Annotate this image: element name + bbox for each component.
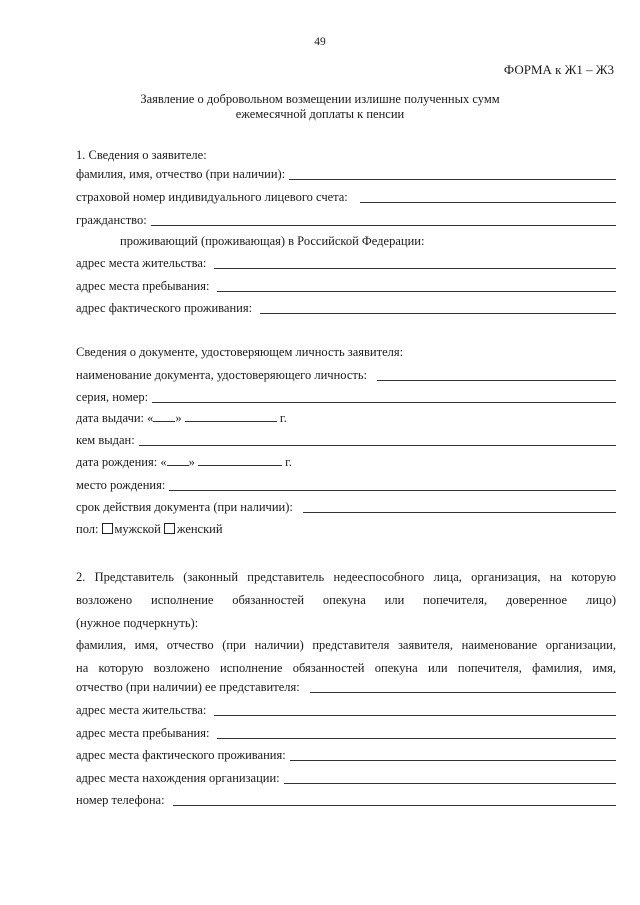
section2-p2-line2: на которую возложено исполнение обязанностей опекуна или попечителя, фамилия, имя,: [76, 661, 616, 675]
organization-address-field[interactable]: [76, 771, 616, 786]
section2-paragraph-1: [76, 566, 616, 635]
representative-address-stay-blank[interactable]: [217, 726, 616, 739]
document-title: [0, 92, 640, 122]
applicant-citizenship-label: гражданство:: [76, 213, 147, 227]
form-reference: ФОРМА к Ж1 – Ж3: [503, 62, 614, 77]
applicant-citizenship-blank[interactable]: [151, 213, 616, 226]
document-heading: Сведения о документе, удостоверяющем личность заявителя:: [76, 345, 404, 359]
sex-male-label: мужской: [114, 522, 161, 536]
phone-field[interactable]: [76, 793, 616, 808]
representative-address-stay-label: адрес места пребывания:: [76, 726, 210, 740]
sex-female-checkbox[interactable]: [164, 523, 175, 534]
applicant-address-live-label: адрес места жительства:: [76, 256, 207, 270]
representative-address-live-label: адрес места жительства:: [76, 703, 207, 717]
sex-male-checkbox[interactable]: [102, 523, 113, 534]
document-validity-field[interactable]: [76, 500, 616, 515]
title-line-2: ежемесячной доплаты к пенсии: [235, 107, 405, 121]
document-name-field[interactable]: [76, 368, 616, 383]
applicant-address-live-field[interactable]: [76, 256, 616, 271]
issue-date-mid: »: [175, 411, 182, 425]
title-line-1: Заявление о добровольном возмещении излишне полученных сумм: [140, 92, 500, 106]
section2-paragraph-2: [76, 634, 616, 680]
document-series-label: серия, номер:: [76, 390, 149, 404]
applicant-fio-field[interactable]: [76, 167, 616, 182]
document-issue-date-field[interactable]: [76, 411, 287, 426]
applicant-address-stay-field[interactable]: [76, 279, 616, 294]
section2-p1-line2: возложено исполнение обязанностей опекуна или попечителя, доверенное лицо): [76, 593, 616, 607]
birth-place-field[interactable]: [76, 478, 616, 493]
document-issued-by-field[interactable]: [76, 433, 616, 448]
applicant-address-actual-blank[interactable]: [260, 301, 616, 314]
representative-address-actual-blank[interactable]: [290, 748, 616, 761]
page-number: 49: [314, 36, 326, 48]
birth-day-blank[interactable]: [167, 455, 189, 466]
applicant-snils-label: страховой номер индивидуального лицевого счета:: [76, 190, 348, 204]
sex-label: пол:: [76, 522, 99, 536]
representative-address-live-field[interactable]: [76, 703, 616, 718]
document-issued-by-label: кем выдан:: [76, 433, 135, 447]
organization-address-blank[interactable]: [284, 771, 616, 784]
birth-place-blank[interactable]: [169, 478, 616, 491]
applicant-address-stay-label: адрес места пребывания:: [76, 279, 210, 293]
organization-address-label: адрес места нахождения организации:: [76, 771, 280, 785]
document-issued-by-blank[interactable]: [139, 433, 616, 446]
issue-month-year-blank[interactable]: [185, 411, 277, 422]
representative-address-stay-field[interactable]: [76, 726, 616, 741]
document-name-label: наименование документа, удостоверяющего личность:: [76, 368, 368, 382]
representative-address-actual-label: адрес места фактического проживания:: [76, 748, 286, 762]
applicant-citizenship-field[interactable]: [76, 213, 616, 228]
applicant-address-stay-blank[interactable]: [217, 279, 616, 292]
representative-name-blank[interactable]: [310, 680, 616, 693]
birth-date-prefix: дата рождения: «: [76, 455, 167, 469]
sex-field: [76, 522, 223, 537]
document-validity-blank[interactable]: [303, 500, 616, 513]
document-series-field[interactable]: [76, 390, 616, 405]
document-validity-label: срок действия документа (при наличии):: [76, 500, 293, 514]
issue-date-suffix: г.: [279, 411, 287, 425]
document-series-blank[interactable]: [152, 390, 616, 403]
section1-heading: 1. Сведения о заявителе:: [76, 148, 207, 162]
birth-date-suffix: г.: [285, 455, 292, 469]
applicant-address-live-blank[interactable]: [214, 256, 616, 269]
applicant-fio-blank[interactable]: [289, 167, 616, 180]
residing-heading: проживающий (проживающая) в Российской Федерации:: [120, 234, 425, 248]
applicant-address-actual-field[interactable]: [76, 301, 616, 316]
document-name-blank[interactable]: [377, 368, 616, 381]
applicant-snils-blank[interactable]: [360, 190, 616, 203]
birth-date-field[interactable]: [76, 455, 292, 470]
issue-day-blank[interactable]: [153, 411, 175, 422]
phone-label: номер телефона:: [76, 793, 165, 807]
section2-p1-line3: (нужное подчеркнуть):: [76, 616, 199, 630]
sex-female-label: женский: [176, 522, 223, 536]
applicant-address-actual-label: адрес фактического проживания:: [76, 301, 253, 315]
representative-address-live-blank[interactable]: [214, 703, 616, 716]
representative-name-field[interactable]: [76, 680, 616, 695]
birth-date-mid: »: [188, 455, 195, 469]
applicant-fio-label: фамилия, имя, отчество (при наличии):: [76, 167, 286, 181]
applicant-snils-field[interactable]: [76, 190, 616, 205]
issue-date-prefix: дата выдачи: «: [76, 411, 154, 425]
representative-name-label: отчество (при наличии) ее представителя:: [76, 680, 300, 694]
section2-p2-line1: фамилия, имя, отчество (при наличии) представителя заявителя, наименование организации,: [76, 638, 616, 652]
phone-blank[interactable]: [173, 793, 616, 806]
birth-month-year-blank[interactable]: [198, 455, 282, 466]
birth-place-label: место рождения:: [76, 478, 166, 492]
representative-address-actual-field[interactable]: [76, 748, 616, 763]
section2-p1-line1: 2. Представитель (законный представитель недееспособного лица, организация, на которую: [76, 570, 616, 584]
